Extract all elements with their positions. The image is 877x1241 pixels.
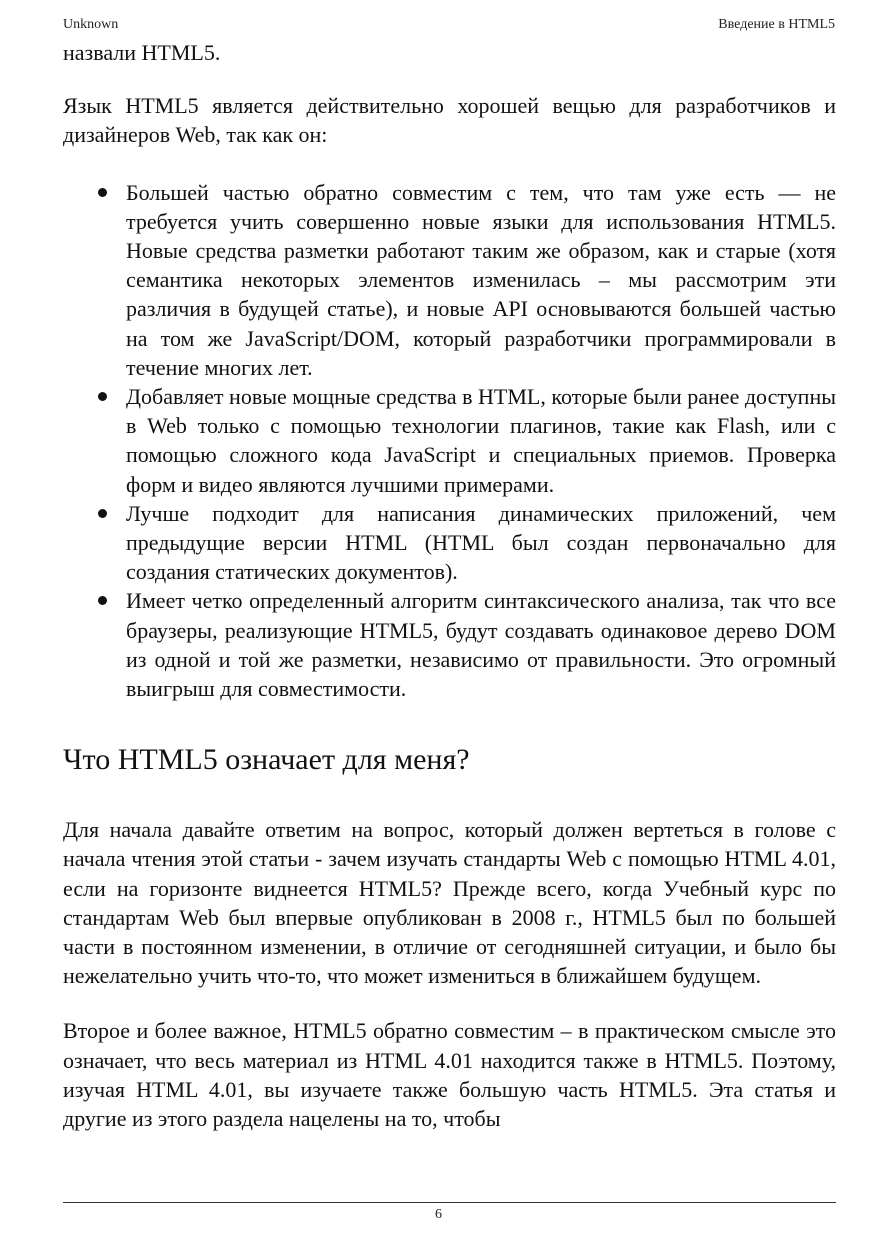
list-item: Имеет четко определенный алгоритм синтаксического анализа, так что все браузеры, реализующие HTML5, будут создавать одинаковое дерево DOM из одной и той же разметки, независимо от правильности. Это огромный выигрыш для совместимости.: [63, 586, 836, 703]
body-paragraph-1: Для начала давайте ответим на вопрос, который должен вертеться в голове с начала чтения этой статьи - зачем изучать стандарты Web с помощью HTML 4.01, если на горизонте виднеется HTML5? Прежде всего, когда Учебный курс по стандартам Web был впервые опубликован в 2008 г., HTML5 был по большей части в постоянном изменении, в отличие от сегодняшней ситуации, и было бы нежелательно учить что-то, что может измениться в ближайшем будущем.: [63, 817, 836, 989]
section-heading: Что HTML5 означает для меня?: [63, 743, 470, 777]
page-content: [63, 38, 836, 1133]
list-item: Большей частью обратно совместим с тем, что там уже есть — не требуется учить совершенно новые языки для использования HTML5. Новые средства разметки работают таким же образом, как и старые (хотя семантика некоторых элементов изменилась – мы рассмотрим эти различия в будущей статье), и новые API основываются большей частью на том же JavaScript/DOM, который разработчики программировали в течение многих лет.: [63, 178, 836, 382]
intro-paragraph: Язык HTML5 является действительно хорошей вещью для разработчиков и дизайнеров Web, так как он:: [63, 93, 836, 148]
header-author: Unknown: [63, 17, 119, 32]
list-item: Лучше подходит для написания динамических приложений, чем предыдущие версии HTML (HTML был создан первоначально для создания статических документов).: [63, 499, 836, 587]
continuation-text: назвали HTML5.: [63, 40, 221, 65]
body-paragraph-2: Второе и более важное, HTML5 обратно совместим – в практическом смысле это означает, что весь материал из HTML 4.01 находится также в HTML5. Поэтому, изучая HTML 4.01, вы изучаете также большую часть HTML5. Эта статья и другие из этого раздела нацелены на то, чтобы: [63, 1018, 836, 1132]
bullet-list: [63, 178, 836, 704]
list-item: Добавляет новые мощные средства в HTML, которые были ранее доступны в Web только с помощью технологии плагинов, такие как Flash, или с помощью сложного кода JavaScript и специальных приемов. Проверка форм и видео являются лучшими примерами.: [63, 382, 836, 499]
page-number: 6: [435, 1207, 442, 1222]
header-document-title: Введение в HTML5: [718, 17, 835, 32]
footer-divider: [63, 1202, 836, 1203]
